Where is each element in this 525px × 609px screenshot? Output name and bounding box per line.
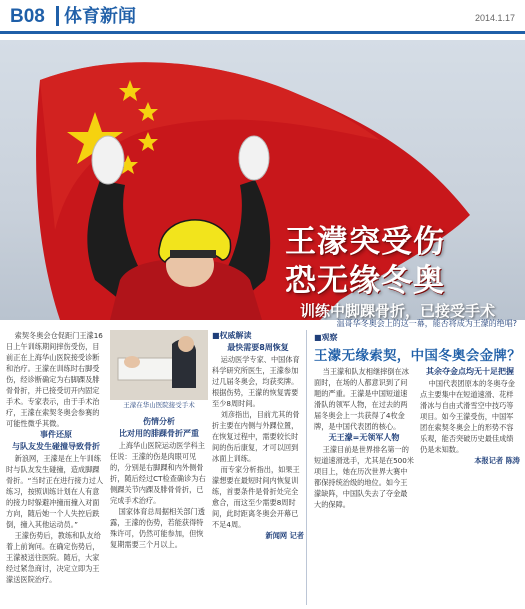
story-paragraph: 中国代表团原本的冬奥夺金点主要集中在短道速滑、花样滑冰与自由式滑雪空中技巧等项目。如今王濛受伤，中国军团在索契冬奥会上的形势不容乐观，能否突破历史最佳成绩仍是未知数。	[420, 379, 515, 454]
section-heading: 其余夺金点均无十足把握	[426, 367, 514, 376]
section-heading: 事件还原	[40, 430, 72, 439]
headline-line-2: 恐无缘冬奥	[285, 263, 445, 299]
story-paragraph: 运动医学专家、中国体育科学研究所医生，王濛参加过几届冬奥会，均获奖牌。根据伤势，王濛的恢复需要至少8周时间。	[212, 355, 300, 408]
story-label: ■观察	[314, 333, 338, 342]
hero-photo	[0, 40, 525, 320]
right-story-column-1	[314, 366, 414, 606]
byline: 新闻网 记者	[265, 531, 304, 540]
story-paragraph: 当王濛和队友相继摔倒在冰面时，在场的人都意识到了问题的严重。王濛是中国短道速滑队的领军人物，在过去的两届冬奥会上一共获得了4枚金牌，是中国代表团的核心。	[314, 367, 409, 431]
section-heading: 伤情分析	[143, 417, 175, 426]
issue-date: 2014.1.17	[474, 13, 515, 23]
inset-photo	[110, 330, 208, 400]
story-paragraph: 国家体育总局据相关部门透露，王濛的伤势，若能获得特殊许可，仍然可能参加，但恢复期需要三个月以上。	[110, 507, 205, 549]
left-story-column-1	[6, 330, 106, 605]
page-code: B08	[10, 6, 45, 27]
right-story-column-2	[420, 366, 520, 606]
skater-with-flag-illustration	[0, 40, 525, 320]
byline: 本报记者 陈涛	[474, 456, 520, 465]
middle-story-column	[212, 330, 304, 605]
photo-caption: 温哥华冬奥会上的这一幕，能否将成为王濛的绝唱?	[336, 319, 517, 328]
section-subheading: 比对用的腓踝骨折严重	[119, 429, 199, 438]
column-divider	[306, 330, 307, 605]
story-paragraph: 王濛目前是世界排名第一的短道速滑选手，尤其是在500米项目上，她在历次世界大赛中都保持统治级的地位。如今王濛缺阵，中国队失去了夺金最大的保障。	[314, 445, 414, 509]
left-story-column-2	[110, 416, 208, 605]
headline-line-1: 王濛突受伤	[285, 224, 445, 260]
story-paragraph: 刘彦指出，目前尤其的骨折主要在内侧与外踝位置，在恢复过程中，需要较长时间的伤后康复，才可以回到冰面上训练。	[212, 410, 300, 463]
article-body	[0, 330, 525, 609]
story-paragraph: 而专家分析指出，如果王濛想要在最短时间内恢复训练，首要条件是骨折处完全愈合，而这至少需要8周时间，此时距离冬奥会开幕已不足4周。	[212, 465, 300, 529]
story-intro: 索契冬奥会仓促距门王濛16日上午训练期间摔伤受伤，目前正在上海华山医院接受诊断和治疗。王濛在训练时右脚受伤，经诊断确定为右脚踝及腓骨骨折，并已接受切开内固定手术。专家表示，由于手术治疗，王濛在索契冬奥会参赛的可能性微乎其微。	[6, 331, 103, 428]
section-heading: 最快需要8周恢复	[227, 343, 289, 352]
hospital-scene-illustration	[110, 330, 208, 400]
story-title: 王濛无缘索契，中国冬奥会金牌？	[314, 348, 521, 364]
story-paragraph: 新浪网，王濛是在上午训练时与队友发生碰撞，造成脚踝骨折。“当时正在进行接力过人练习，按照训练计划在人有意的接力时躲避冲撞而撞入对面方向，随后她一个人失控后跌倒，撞入其他运动员。”	[6, 454, 104, 529]
right-story	[308, 330, 525, 609]
section-divider	[56, 6, 59, 26]
story-label: ■权威解读	[212, 331, 252, 340]
story-paragraph: 上海华山医院运动医学科主任说：王濛的伤是肉眼可见的，分别是右脚踝和内外侧骨折，随后经过CT检查确诊为右侧踝关节内踝及腓骨骨折，已完成手术治疗。	[110, 441, 206, 505]
page-header	[0, 0, 525, 34]
story-paragraph: 王濛伤势后，教练和队友给着上前询问。在确定伤势后，王濛被送往医院。随后，大家经过紧急商讨，决定立即为王濛送医院治疗。	[6, 531, 101, 584]
section-subheading: 与队友发生碰撞导致骨折	[12, 442, 100, 451]
inset-photo-caption: 王濛在华山医院接受手术	[123, 401, 195, 409]
subheadline-line-1: 训练中脚踝骨折，已接受手术	[300, 302, 496, 320]
section-name: 体育新闻	[64, 6, 136, 27]
section-heading: 无王濛=无领军人物	[328, 433, 400, 442]
headline	[285, 223, 445, 301]
